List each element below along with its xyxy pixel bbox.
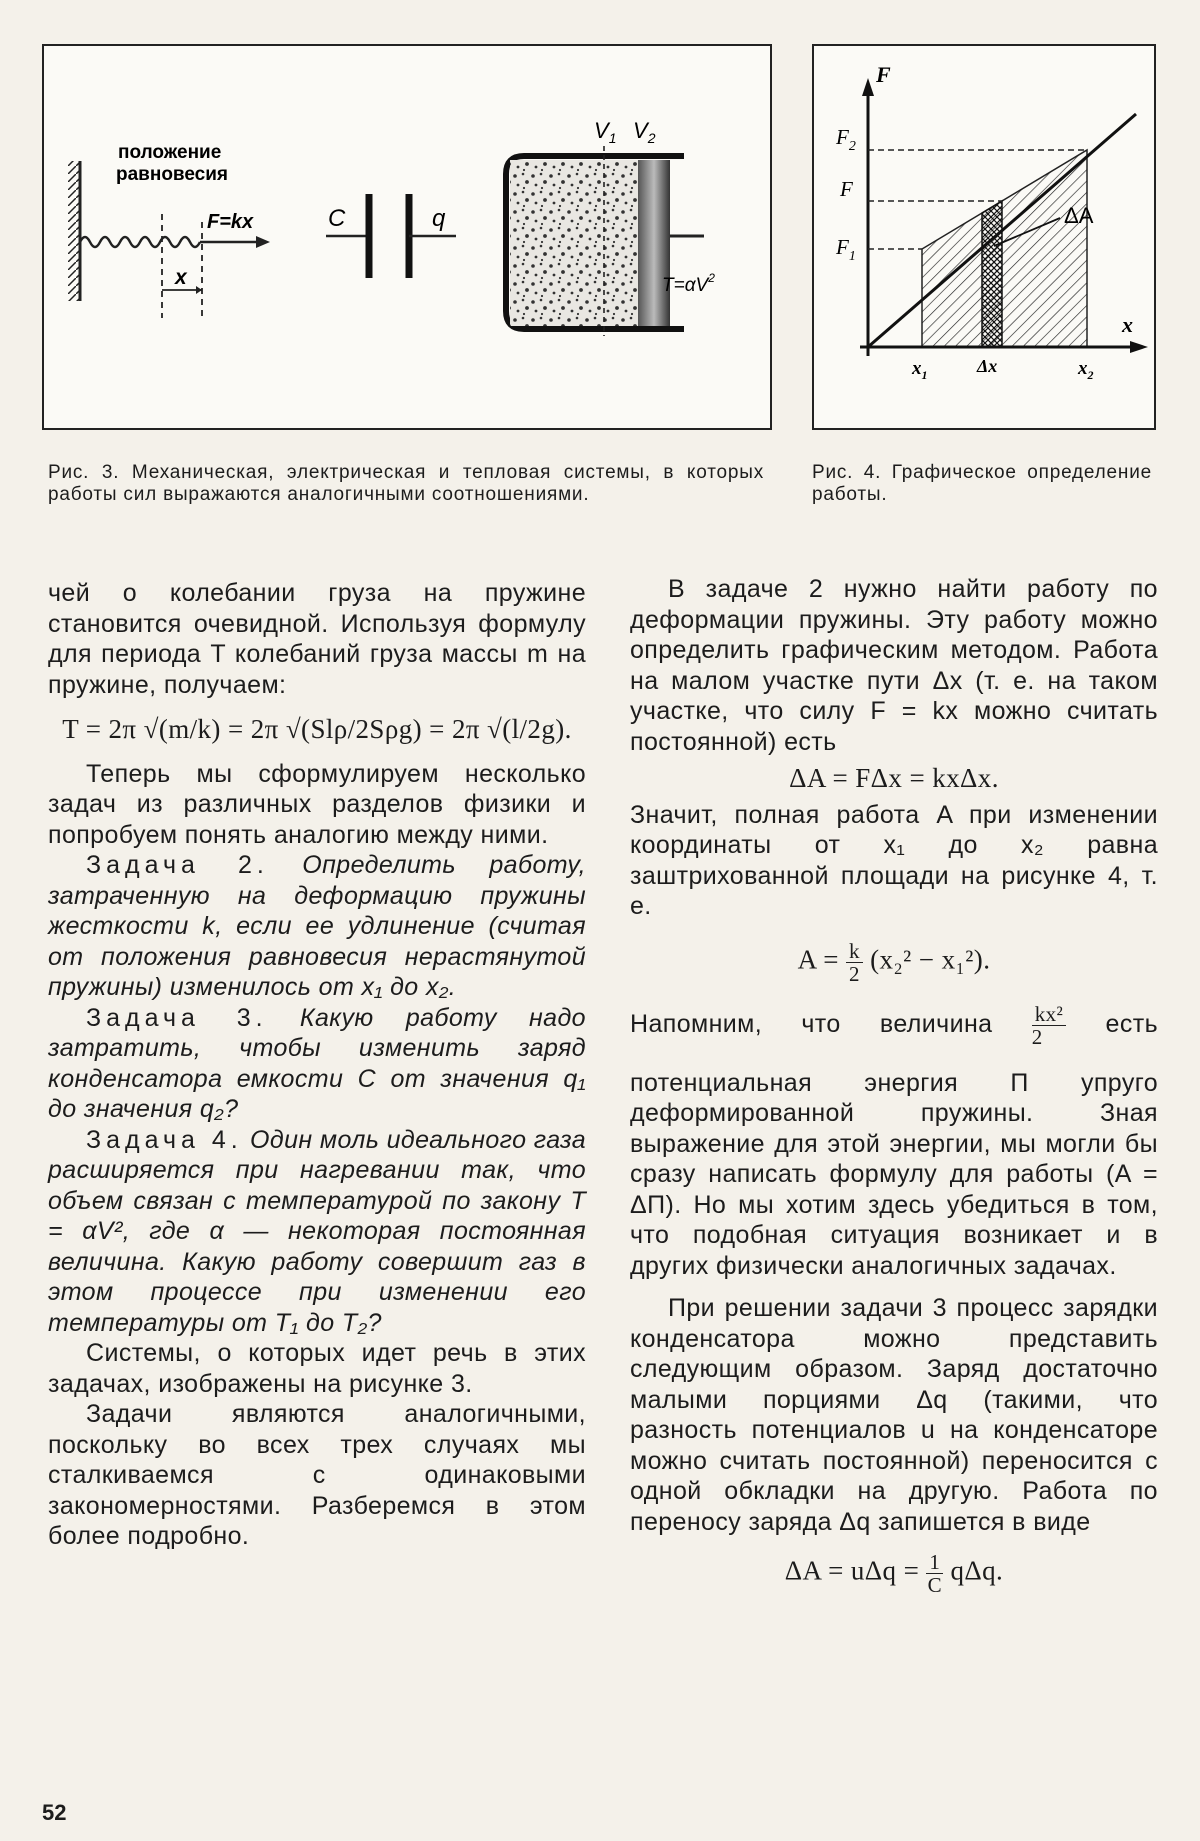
- displacement-label: x: [175, 266, 187, 289]
- energy-fraction-den: 2: [1031, 1024, 1043, 1049]
- page-number: 52: [42, 1800, 67, 1825]
- energy-fraction: [1032, 1003, 1067, 1048]
- task-4-label: Задача 4.: [86, 1125, 243, 1154]
- capacitor-work-fraction: [926, 1551, 943, 1596]
- right-paragraph-4: потенциальная энергия П упруго деформированной пружины. Зная выражение для этой энергии, мы могли бы сразу написать формулу для работы (A = ΔП). Но мы хотим здесь убедиться в том, что подобная ситуация возникает и в других физически аналогичных задачах.: [630, 1068, 1158, 1280]
- total-work-formula-right: (x₂² − x₁²).: [870, 944, 991, 975]
- capacitor-work-formula-left: ΔA = uΔq =: [784, 1555, 920, 1586]
- delta-a-label: ΔA: [1064, 203, 1094, 228]
- left-paragraph-3: Системы, о которых идет речь в этих задачах, изображены на рисунке 3.: [48, 1339, 586, 1398]
- wall: [68, 161, 80, 301]
- right-paragraph-3: [630, 1003, 1158, 1048]
- capacitor-work-fraction-den: C: [927, 1573, 943, 1597]
- f2-label: $F_2$: [836, 125, 856, 154]
- delta-a-strip: [982, 201, 1002, 347]
- gas-cylinder: [506, 118, 715, 336]
- f-label: F: [840, 177, 853, 201]
- total-work-fraction-num: k: [846, 940, 863, 963]
- total-work-formula-left: A =: [797, 944, 839, 975]
- task-4-text: Один моль идеального газа расширяется при нагревании так, что объем связан с температурой по закону T = αV², где α — некоторая постоянная величина. Какую работу совершит газ в этом процессе при изменении его температуры от T₁ до T₂?: [48, 1125, 587, 1337]
- spring-coil: [80, 237, 200, 247]
- total-work-fraction-den: 2: [849, 961, 860, 986]
- task-2-text: Определить работу, затраченную на деформацию пружины жесткости k, если ее удлинение (считая от положения равновесия нерастянутой пружины) изменилось от x₁ до x₂.: [48, 851, 586, 1001]
- spring-system: [68, 142, 270, 318]
- capacitor-work-formula: [630, 1551, 1158, 1596]
- task-2-label: Задача 2.: [86, 851, 269, 879]
- force-label: F=kx: [207, 211, 254, 233]
- volume-v2-label: $V_2$: [633, 118, 656, 146]
- x1-label: $x_1$: [912, 358, 928, 382]
- task-3-label: Задача 3.: [86, 1003, 268, 1032]
- left-paragraph-2: Теперь мы сформулируем несколько задач из различных разделов физики и попробуем понять аналогию между ними.: [48, 759, 586, 849]
- energy-fraction-num: kx²: [1032, 1003, 1067, 1026]
- capacitor-label-c: C: [328, 205, 346, 232]
- equilibrium-label-2: равновесия: [116, 164, 229, 185]
- volume-v1-label: $V_1$: [594, 118, 617, 146]
- right-paragraph-3-after: есть: [1105, 1009, 1158, 1038]
- task-4: [48, 1125, 586, 1339]
- figure-3-caption: Рис. 3. Механическая, электрическая и тепловая системы, в которых работы сил выражаются аналогичными соотношениями.: [48, 462, 764, 505]
- total-work-formula: [630, 940, 1158, 985]
- figure-4-caption: Рис. 4. Графическое определение работы.: [812, 462, 1152, 505]
- capacitor-label-q: q: [432, 205, 446, 232]
- temperature-law-label: $T=\alpha V^2$: [662, 271, 715, 296]
- left-paragraph-4: Задачи являются аналогичными, поскольку во всех трех случаях мы сталкиваемся с одинаковыми закономерностями. Разберемся в этом более подробно.: [48, 1400, 586, 1550]
- equilibrium-label-1: положение: [118, 142, 222, 163]
- gas-volume: [510, 160, 638, 326]
- capacitor: [326, 194, 456, 278]
- figure-3-drawing: [44, 46, 770, 428]
- x-axis-label: x: [1122, 312, 1133, 337]
- right-paragraph-3-before: Напомним, что величина: [630, 1009, 993, 1038]
- right-paragraph-5: При решении задачи 3 процесс зарядки конденсатора можно представить следующим образом. Заряд достаточно малыми порциями Δq (такими, что разность потенциалов u на конденсаторе можно считать постоянной) переносится с одной обкладки на другую. Работа по переносу заряда Δq запишется в виде: [630, 1294, 1158, 1536]
- capacitor-work-formula-right: qΔq.: [950, 1555, 1004, 1586]
- left-paragraph-1: чей о колебании груза на пружине становится очевидной. Используя формулу для периода T колебаний груза массы m на пружине, получаем:: [48, 579, 586, 699]
- figure-4: [812, 44, 1156, 430]
- f1-label: $F_1$: [836, 235, 856, 264]
- dx-label: Δx: [977, 356, 998, 376]
- x2-label: $x_2$: [1078, 358, 1094, 382]
- task-2: [48, 850, 586, 1003]
- right-paragraph-2: Значит, полная работа A при изменении координаты от x₁ до x₂ равна заштрихованной площади на рисунке 4, т. е.: [630, 800, 1158, 920]
- delta-work-formula: ΔA = FΔx = kxΔx.: [789, 763, 999, 793]
- left-column: [48, 578, 586, 1552]
- capacitor-work-fraction-num: 1: [926, 1551, 943, 1574]
- piston: [638, 160, 670, 326]
- force-arrow-head: [256, 236, 270, 248]
- task-3-text: Какую работу надо затратить, чтобы изменить заряд конденсатора емкости C от значения q₁ до значения q₂?: [48, 1003, 586, 1123]
- figure-3: [42, 44, 772, 430]
- figure-4-graph: [814, 46, 1154, 428]
- right-column: [630, 574, 1158, 1602]
- period-formula: T = 2π √(m/k) = 2π √(Slρ/2Sρg) = 2π √(l/2g).: [62, 714, 572, 744]
- total-work-fraction: [846, 940, 863, 985]
- task-3: [48, 1003, 586, 1125]
- right-paragraph-1: В задаче 2 нужно найти работу по деформации пружины. Эту работу можно определить графическим методом. Работа на малом участке пути Δx (т. е. на таком участке, что силу F = kx можно считать постоянной) есть: [630, 575, 1158, 756]
- f-axis-label: F: [876, 62, 891, 87]
